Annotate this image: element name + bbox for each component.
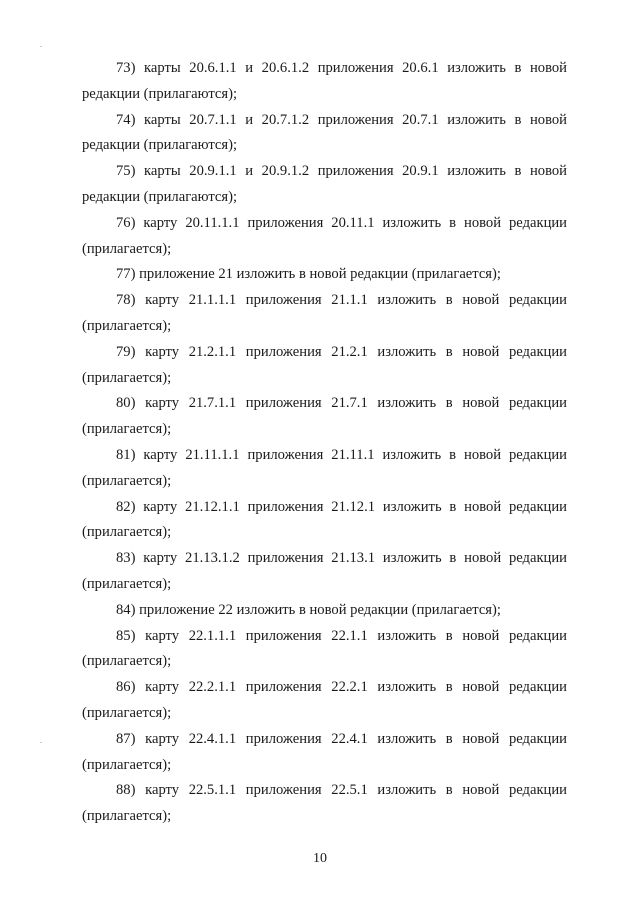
list-item: 83) карту 21.13.1.2 приложения 21.13.1 изложить в новой редакции (прилагается); bbox=[82, 550, 567, 592]
scan-artifact bbox=[40, 742, 42, 743]
list-item: 80) карту 21.7.1.1 приложения 21.7.1 изложить в новой редакции (прилагается); bbox=[82, 395, 567, 438]
page-number: 10 bbox=[313, 851, 327, 866]
document-body bbox=[82, 56, 567, 830]
list-item: 79) карту 21.2.1.1 приложения 21.2.1 изложить в новой редакции (прилагается); bbox=[82, 343, 567, 386]
list-item: 81) карту 21.11.1.1 приложения 21.11.1 изложить в новой редакции (прилагается); bbox=[82, 446, 567, 489]
list-item: 74) карты 20.7.1.1 и 20.7.1.2 приложения 20.7.1 изложить в новой редакции (прилагаются); bbox=[82, 111, 567, 154]
list-item: 84) приложение 22 изложить в новой редакции (прилагается); bbox=[116, 601, 501, 618]
list-item: 76) карту 20.11.1.1 приложения 20.11.1 изложить в новой редакции (прилагается); bbox=[82, 214, 567, 257]
list-item: 78) карту 21.1.1.1 приложения 21.1.1 изложить в новой редакции (прилагается); bbox=[82, 292, 567, 334]
list-item: 82) карту 21.12.1.1 приложения 21.12.1 изложить в новой редакции (прилагается); bbox=[82, 498, 567, 541]
list-item: 88) карту 22.5.1.1 приложения 22.5.1 изложить в новой редакции (прилагается); bbox=[82, 782, 567, 825]
scan-artifact bbox=[40, 46, 42, 47]
list-item: 73) карты 20.6.1.1 и 20.6.1.2 приложения 20.6.1 изложить в новой редакции (прилагаются); bbox=[82, 60, 567, 102]
list-item: 77) приложение 21 изложить в новой редакции (прилагается); bbox=[116, 266, 501, 283]
list-item: 75) карты 20.9.1.1 и 20.9.1.2 приложения 20.9.1 изложить в новой редакции (прилагаются); bbox=[82, 163, 567, 205]
list-item: 86) карту 22.2.1.1 приложения 22.2.1 изложить в новой редакции (прилагается); bbox=[82, 679, 567, 721]
list-item: 87) карту 22.4.1.1 приложения 22.4.1 изложить в новой редакции (прилагается); bbox=[82, 730, 567, 773]
list-item: 85) карту 22.1.1.1 приложения 22.1.1 изложить в новой редакции (прилагается); bbox=[82, 627, 567, 670]
